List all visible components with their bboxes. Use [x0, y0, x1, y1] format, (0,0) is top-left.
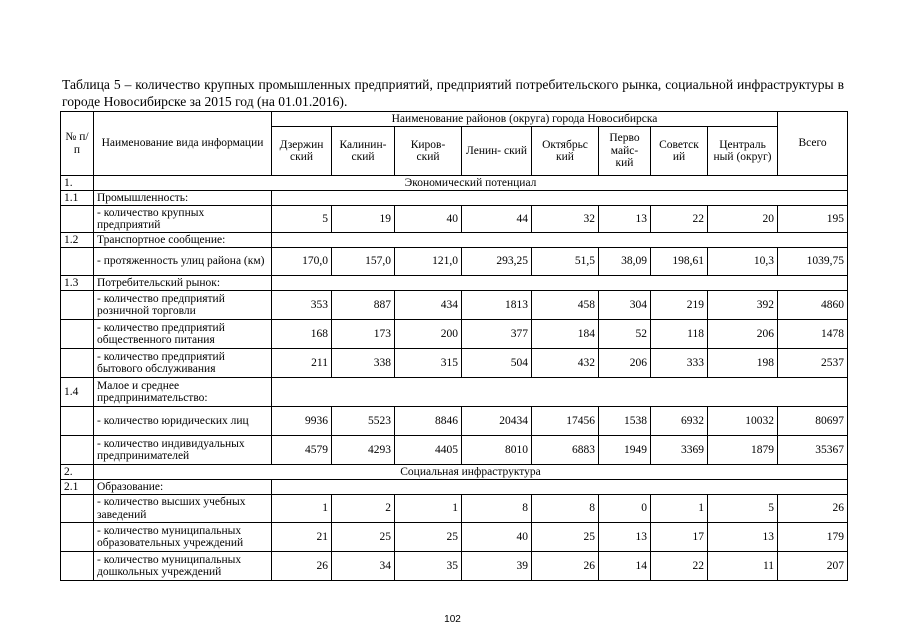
- section-title: Социальная инфраструктура: [94, 465, 848, 480]
- row-label: - количество юридических лиц: [94, 407, 272, 436]
- cell-value: 2: [332, 495, 395, 523]
- cell-total: 80697: [778, 407, 848, 436]
- cell-value: 1879: [708, 436, 778, 465]
- group-row: [61, 378, 848, 407]
- cell-value: 458: [532, 291, 599, 320]
- row-label: - количество предприятий розничной торговли: [94, 291, 272, 320]
- table-row: [61, 320, 848, 349]
- cell-total: 195: [778, 206, 848, 233]
- empty-cell: [272, 378, 848, 407]
- cell-value: 38,09: [599, 248, 651, 276]
- header-district: Дзержин ский: [272, 127, 332, 176]
- cell-total: 179: [778, 523, 848, 552]
- cell-total: 2537: [778, 349, 848, 378]
- row-num: [61, 291, 94, 320]
- cell-value: 173: [332, 320, 395, 349]
- cell-value: 200: [395, 320, 462, 349]
- cell-value: 26: [272, 552, 332, 581]
- table-row: [61, 552, 848, 581]
- cell-value: 20: [708, 206, 778, 233]
- cell-value: 0: [599, 495, 651, 523]
- cell-value: 5: [708, 495, 778, 523]
- cell-value: 10,3: [708, 248, 778, 276]
- cell-value: 5523: [332, 407, 395, 436]
- cell-value: 392: [708, 291, 778, 320]
- empty-cell: [272, 191, 848, 206]
- group-label: Промышленность:: [94, 191, 272, 206]
- cell-total: 4860: [778, 291, 848, 320]
- cell-value: 51,5: [532, 248, 599, 276]
- cell-total: 35367: [778, 436, 848, 465]
- row-label: - количество муниципальных дошкольных учреждений: [94, 552, 272, 581]
- cell-value: 25: [532, 523, 599, 552]
- cell-value: 40: [395, 206, 462, 233]
- cell-value: 22: [651, 206, 708, 233]
- cell-value: 219: [651, 291, 708, 320]
- row-label: - количество предприятий общественного питания: [94, 320, 272, 349]
- cell-value: 504: [462, 349, 532, 378]
- group-row: [61, 276, 848, 291]
- header-district: Ленин- ский: [462, 127, 532, 176]
- header-row-top: [61, 112, 848, 127]
- cell-value: 9936: [272, 407, 332, 436]
- cell-total: 207: [778, 552, 848, 581]
- header-num: № п/п: [61, 112, 94, 176]
- row-num: 2.1: [61, 480, 94, 495]
- row-num: 2.: [61, 465, 94, 480]
- cell-value: 13: [599, 523, 651, 552]
- cell-value: 121,0: [395, 248, 462, 276]
- cell-value: 184: [532, 320, 599, 349]
- section-title: Экономический потенциал: [94, 176, 848, 191]
- row-num: [61, 407, 94, 436]
- cell-value: 4293: [332, 436, 395, 465]
- cell-value: 338: [332, 349, 395, 378]
- cell-value: 1: [651, 495, 708, 523]
- row-num: [61, 436, 94, 465]
- cell-value: 20434: [462, 407, 532, 436]
- table-row: [61, 407, 848, 436]
- cell-value: 21: [272, 523, 332, 552]
- header-district: Киров- ский: [395, 127, 462, 176]
- cell-value: 39: [462, 552, 532, 581]
- row-num: 1.2: [61, 233, 94, 248]
- cell-total: 26: [778, 495, 848, 523]
- cell-value: 14: [599, 552, 651, 581]
- cell-value: 198: [708, 349, 778, 378]
- header-districts-group: Наименование районов (округа) города Новосибирска: [272, 112, 778, 127]
- cell-value: 11: [708, 552, 778, 581]
- cell-value: 13: [708, 523, 778, 552]
- row-num: 1.4: [61, 378, 94, 407]
- cell-value: 887: [332, 291, 395, 320]
- table-row: [61, 248, 848, 276]
- row-num: [61, 320, 94, 349]
- table-caption: Таблица 5 – количество крупных промышленных предприятий, предприятий потребительского рынка, социальной инфраструктуры в городе Новосибирске за 2015 год (на 01.01.2016).: [62, 77, 844, 109]
- cell-value: 10032: [708, 407, 778, 436]
- cell-value: 118: [651, 320, 708, 349]
- cell-value: 1: [395, 495, 462, 523]
- row-label: - количество высших учебных заведений: [94, 495, 272, 523]
- group-label: Малое и среднее предпринимательство:: [94, 378, 272, 407]
- cell-value: 32: [532, 206, 599, 233]
- cell-value: 211: [272, 349, 332, 378]
- cell-value: 157,0: [332, 248, 395, 276]
- cell-value: 25: [395, 523, 462, 552]
- cell-value: 1: [272, 495, 332, 523]
- cell-value: 52: [599, 320, 651, 349]
- cell-value: 434: [395, 291, 462, 320]
- cell-value: 3369: [651, 436, 708, 465]
- cell-value: 44: [462, 206, 532, 233]
- cell-value: 198,61: [651, 248, 708, 276]
- cell-value: 8010: [462, 436, 532, 465]
- cell-value: 6932: [651, 407, 708, 436]
- row-num: [61, 552, 94, 581]
- cell-value: 377: [462, 320, 532, 349]
- group-row: [61, 191, 848, 206]
- cell-value: 17: [651, 523, 708, 552]
- cell-value: 8: [462, 495, 532, 523]
- empty-cell: [272, 233, 848, 248]
- row-num: [61, 349, 94, 378]
- row-num: [61, 523, 94, 552]
- header-district: Централь ный (округ): [708, 127, 778, 176]
- row-num: 1.: [61, 176, 94, 191]
- table-body: [61, 176, 848, 581]
- empty-cell: [272, 276, 848, 291]
- cell-value: 4579: [272, 436, 332, 465]
- group-row: [61, 480, 848, 495]
- cell-value: 353: [272, 291, 332, 320]
- table-row: [61, 523, 848, 552]
- row-num: [61, 248, 94, 276]
- cell-value: 8: [532, 495, 599, 523]
- cell-value: 315: [395, 349, 462, 378]
- cell-value: 25: [332, 523, 395, 552]
- page-number: 102: [444, 614, 461, 625]
- group-row: [61, 233, 848, 248]
- empty-cell: [272, 480, 848, 495]
- row-num: [61, 495, 94, 523]
- cell-value: 17456: [532, 407, 599, 436]
- row-label: - количество муниципальных образовательных учреждений: [94, 523, 272, 552]
- table-row: [61, 206, 848, 233]
- cell-value: 1538: [599, 407, 651, 436]
- table-row: [61, 349, 848, 378]
- cell-value: 206: [599, 349, 651, 378]
- group-label: Транспортное сообщение:: [94, 233, 272, 248]
- header-district: Калинин- ский: [332, 127, 395, 176]
- cell-value: 333: [651, 349, 708, 378]
- header-district: Октябрьс кий: [532, 127, 599, 176]
- cell-value: 35: [395, 552, 462, 581]
- row-label: - количество предприятий бытового обслуживания: [94, 349, 272, 378]
- cell-value: 206: [708, 320, 778, 349]
- row-num: 1.3: [61, 276, 94, 291]
- cell-value: 293,25: [462, 248, 532, 276]
- cell-value: 34: [332, 552, 395, 581]
- cell-total: 1039,75: [778, 248, 848, 276]
- section-row: [61, 176, 848, 191]
- statistics-table: [60, 111, 848, 581]
- cell-value: 26: [532, 552, 599, 581]
- cell-value: 1813: [462, 291, 532, 320]
- row-num: 1.1: [61, 191, 94, 206]
- table-row: [61, 291, 848, 320]
- cell-value: 168: [272, 320, 332, 349]
- cell-value: 6883: [532, 436, 599, 465]
- cell-value: 40: [462, 523, 532, 552]
- group-label: Образование:: [94, 480, 272, 495]
- header-district: Советск ий: [651, 127, 708, 176]
- cell-value: 19: [332, 206, 395, 233]
- header-total: Всего: [778, 112, 848, 176]
- table-row: [61, 436, 848, 465]
- cell-value: 170,0: [272, 248, 332, 276]
- cell-total: 1478: [778, 320, 848, 349]
- cell-value: 1949: [599, 436, 651, 465]
- row-label: - количество индивидуальных предпринимателей: [94, 436, 272, 465]
- cell-value: 4405: [395, 436, 462, 465]
- cell-value: 8846: [395, 407, 462, 436]
- cell-value: 432: [532, 349, 599, 378]
- section-row: [61, 465, 848, 480]
- header-district: Перво майс- кий: [599, 127, 651, 176]
- table-row: [61, 495, 848, 523]
- row-num: [61, 206, 94, 233]
- cell-value: 22: [651, 552, 708, 581]
- cell-value: 13: [599, 206, 651, 233]
- cell-value: 304: [599, 291, 651, 320]
- row-label: - протяженность улиц района (км): [94, 248, 272, 276]
- row-label: - количество крупных предприятий: [94, 206, 272, 233]
- group-label: Потребительский рынок:: [94, 276, 272, 291]
- header-name: Наименование вида информации: [94, 112, 272, 176]
- cell-value: 5: [272, 206, 332, 233]
